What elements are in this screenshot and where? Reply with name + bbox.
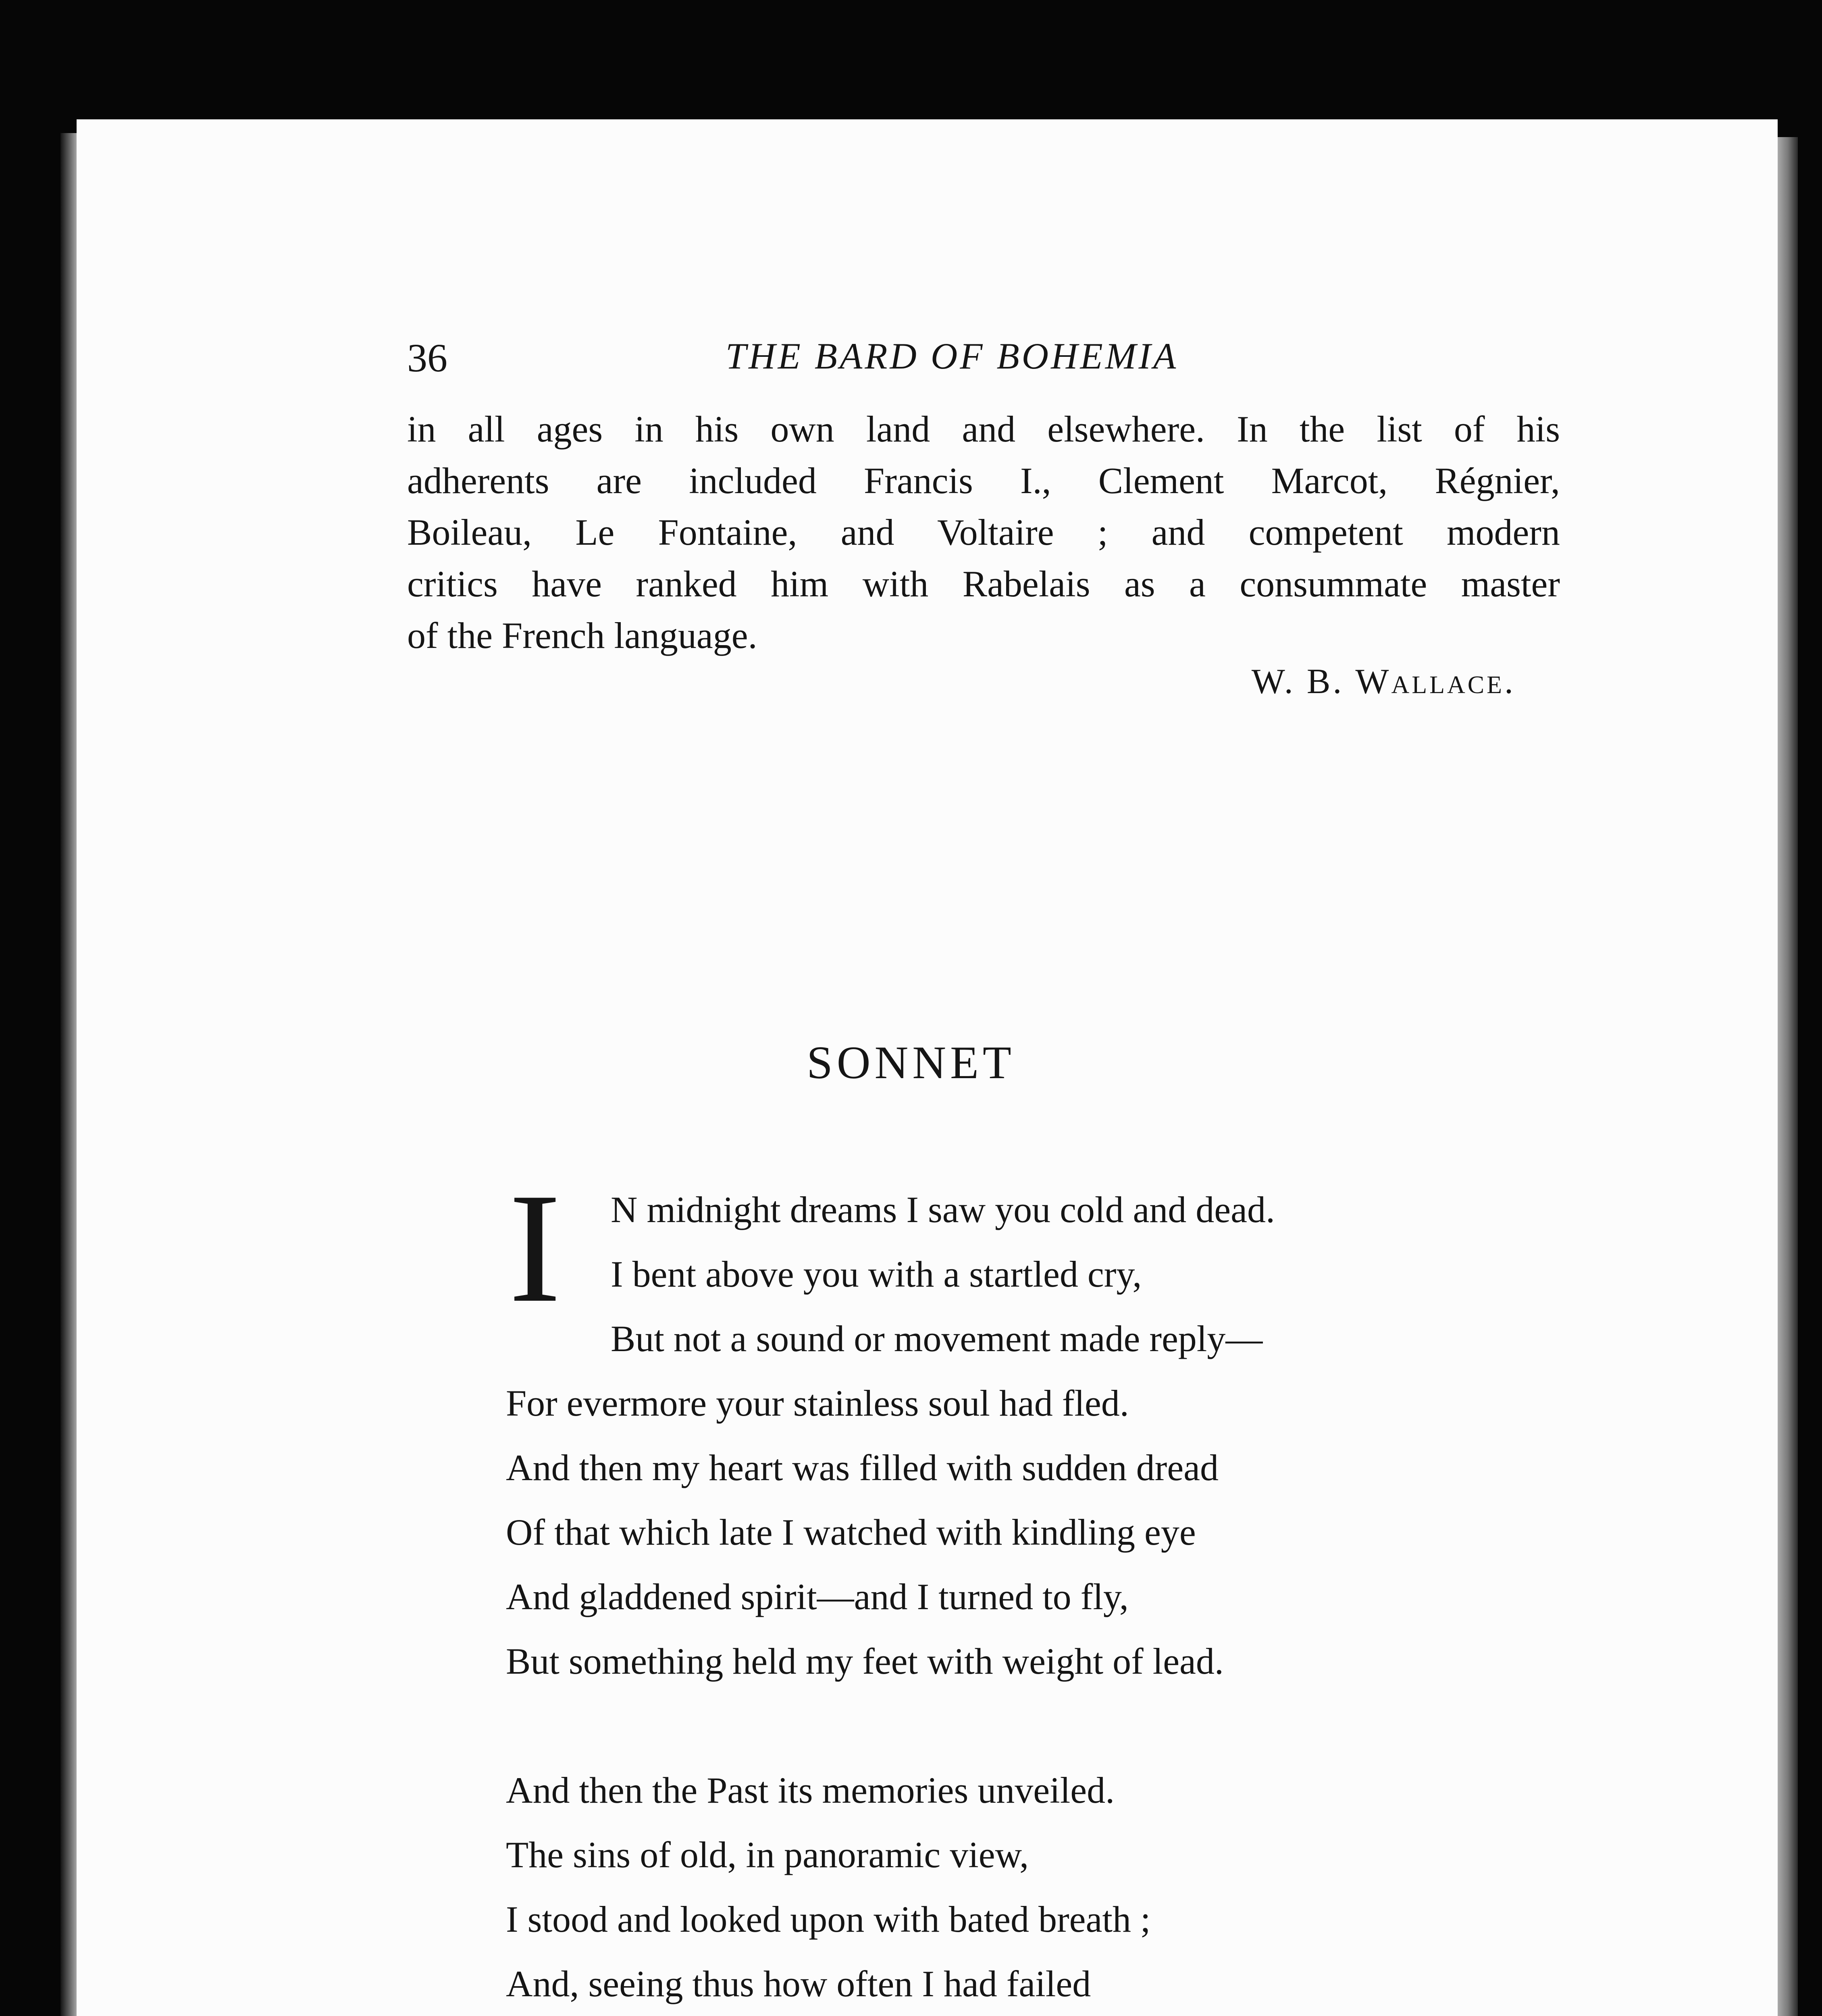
poem-body — [506, 1177, 1275, 2016]
poem-line: For evermore your stainless soul had fled. — [506, 1383, 1129, 1424]
poem-line: And gladdened spirit—and I turned to fly, — [506, 1576, 1129, 1617]
poem-line: I stood and looked upon with bated breath ; — [506, 1899, 1151, 1940]
signature-initials: W. B. — [1251, 662, 1356, 701]
poem-line: But not a sound or movement made reply— — [611, 1318, 1263, 1359]
paragraph-line: Boileau, Le Fontaine, and Voltaire ; and competent modern — [407, 512, 1560, 553]
page-number: 36 — [407, 335, 447, 380]
poem-title: SONNET — [807, 1037, 1015, 1089]
drop-cap: I — [509, 1161, 561, 1335]
stanza-break — [506, 1693, 1275, 1758]
paragraph-signature — [1252, 661, 1516, 702]
poem-line: I bent above you with a startled cry, — [611, 1254, 1142, 1295]
poem-line: N midnight dreams I saw you cold and dead. — [611, 1189, 1275, 1230]
poem-line: But something held my feet with weight of lead. — [506, 1641, 1224, 1682]
signature-surname: Wallace. — [1355, 662, 1516, 701]
paragraph-line: of the French language. — [407, 615, 757, 656]
poem-line: And then my heart was filled with sudden dread — [506, 1447, 1219, 1488]
prose-paragraph — [407, 403, 1560, 661]
poem-line: The sins of old, in panoramic view, — [506, 1834, 1029, 1875]
poem-line: And then the Past its memories unveiled. — [506, 1770, 1115, 1811]
paragraph-line: critics have ranked him with Rabelais as a consummate master — [407, 563, 1560, 604]
running-title: THE BARD OF BOHEMIA — [726, 335, 1179, 377]
paragraph-line: adherents are included Francis I., Clement Marcot, Régnier, — [407, 460, 1560, 501]
paragraph-line: in all ages in his own land and elsewhere. In the list of his — [407, 408, 1560, 450]
poem-line: Of that which late I watched with kindling eye — [506, 1512, 1196, 1553]
poem-line: And, seeing thus how often I had failed — [506, 1963, 1091, 2004]
